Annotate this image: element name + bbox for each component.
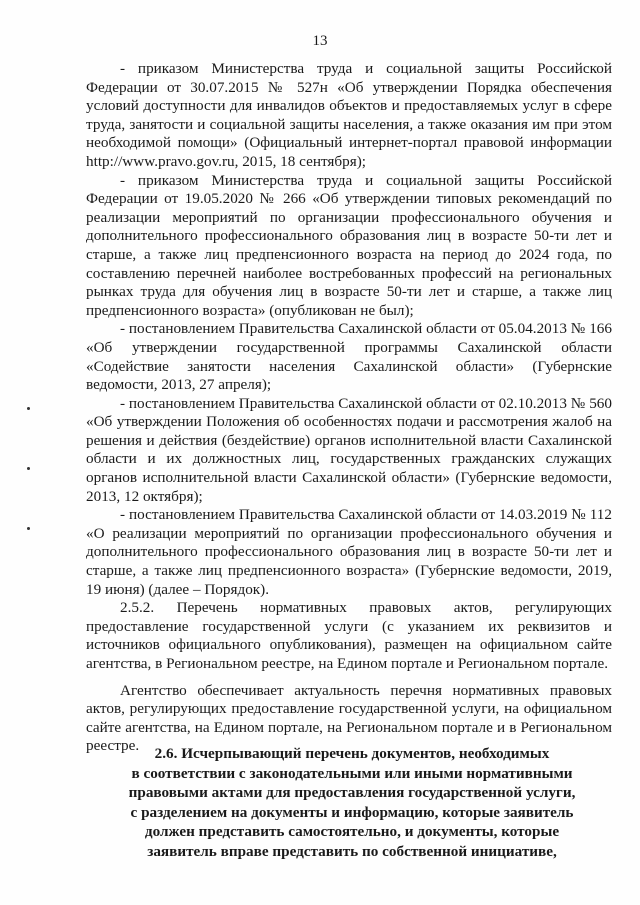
paragraph-order-266: - приказом Министерства труда и социальной защиты Российской Федерации от 19.05.2020 № 266 «Об утверждении типовых рекомендаций по реализации мероприятий по организации профессионального обучения и дополнительного профессионального образования лиц в возрасте 50-ти лет и старше, а также лиц предпенсионного возраста на период до 2024 года, по составлению перечней наиболее востребованных профессий на региональных рынках труда для обучения лиц в возрасте 50-ти лет и старше, а также лиц предпенсионного возраста» (опубликован не был); <box>86 171 612 319</box>
paragraph-resolution-166: - постановлением Правительства Сахалинской области от 05.04.2013 № 166 «Об утверждении государственной программы Сахалинской области «Содействие занятости населения Сахалинской области» (Губернские ведомости, 2013, 27 апреля); <box>86 320 612 394</box>
heading-line: должен представить самостоятельно, и документы, которые <box>144 823 560 841</box>
paragraph-agency-relevance: Агентство обеспечивает актуальность перечня нормативных правовых актов, регулирующих предоставление государственной услуги, на официальном сайте агентства, на Едином портале, на Региональном портале и в Региональном реестре. <box>86 681 612 755</box>
section-heading-2-6 <box>92 744 612 862</box>
paragraph-resolution-112: - постановлением Правительства Сахалинской области от 14.03.2019 № 112 «О реализации мероприятий по организации профессионального обучения и дополнительного профессионального образования лиц в возрасте 50-ти лет и старше, а также лиц предпенсионного возраста» (Губернские ведомости, 2019, 19 июня) (далее – Порядок). <box>86 506 612 598</box>
margin-mark <box>27 467 30 470</box>
heading-line: заявитель вправе представить по собственной инициативе, <box>147 842 557 860</box>
margin-mark <box>27 407 30 410</box>
paragraph-order-527n: - приказом Министерства труда и социальной защиты Российской Федерации от 30.07.2015 № 527н «Об утверждении Порядка обеспечения условий доступности для инвалидов объектов и предоставляемых услуг в сфере труда, занятости и социальной защиты населения, а также оказания им при этом необходимой помощи» (Официальный интернет-портал правовой информации http://www.pravo.gov.ru, 2015, 18 сентября); <box>86 60 612 170</box>
body-text <box>86 60 612 756</box>
margin-mark <box>27 527 30 530</box>
heading-line: 2.6. Исчерпывающий перечень документов, необходимых <box>154 745 550 762</box>
paragraph-2-5-2: 2.5.2. Перечень нормативных правовых актов, регулирующих предоставление государственной услуги (с указанием их реквизитов и источников официального опубликования), размещен на официальном сайте агентства, в Региональном реестре, на Едином портале и Региональном портале. <box>86 599 612 672</box>
paragraph-resolution-560: - постановлением Правительства Сахалинской области от 02.10.2013 № 560 «Об утверждении Положения об особенностях подачи и рассмотрения жалоб на решения и действия (бездействие) органов исполнительной власти Сахалинской области и их должностных лиц, государственных гражданских служащих органов исполнительной власти Сахалинской области» (Губернские ведомости, 2013, 12 октября); <box>86 394 612 505</box>
page-number: 13 <box>312 33 328 49</box>
heading-line: в соответствии с законодательными или иными нормативными <box>131 764 573 782</box>
heading-line: правовыми актами для предоставления государственной услуги, <box>128 784 576 802</box>
heading-line: с разделением на документы и информацию, которые заявитель <box>130 803 574 821</box>
